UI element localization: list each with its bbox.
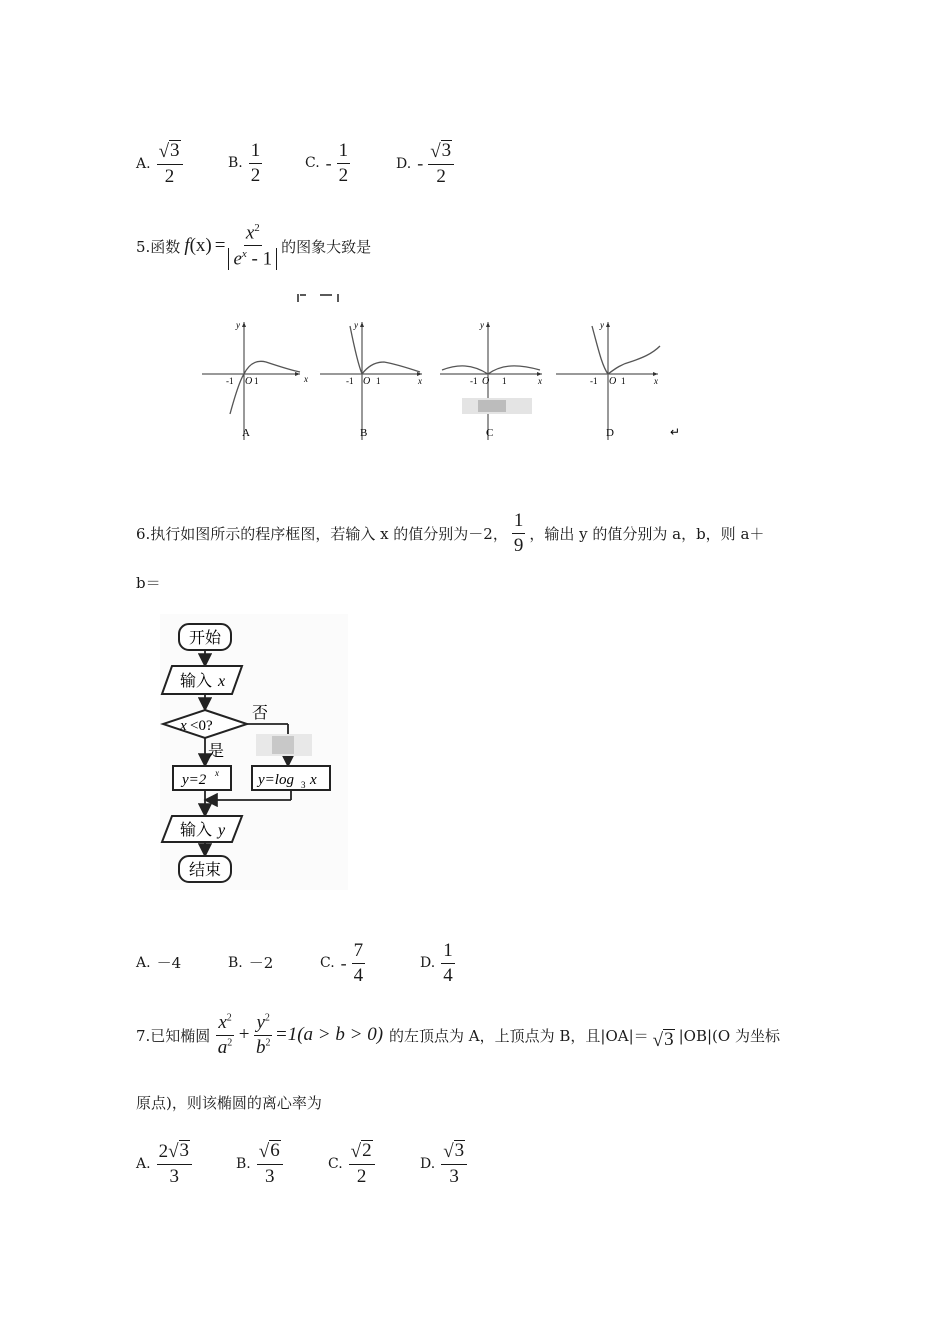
option-fraction: √ 3 3 [441,1140,467,1188]
svg-text:x: x [538,376,542,386]
q7-frac-y: $\frac{y^2}{b^2}$ [255,1012,271,1058]
option-label: B. [228,155,243,172]
svg-text:输入: 输入 [180,673,213,690]
option-fraction: √ 6 3 [257,1140,283,1188]
option-fraction: √ 2 2 [349,1140,375,1188]
q6-flowchart [160,614,360,890]
svg-text:C: C [486,427,494,439]
q6-question-line1: 6.执行如图所示的程序框图，若输入 x 的值分别为－2， $\frac{1}{9}$ ，输出 y 的值分别为 a，b，则 a＋ [136,510,765,556]
option-fraction: √ 3 2 [157,140,183,188]
q6-option-a: A. －4 [136,954,182,972]
svg-text:O: O [245,376,253,387]
option-label: D. [396,155,412,172]
option-fraction: √ 3 2 [428,140,454,188]
graph-a [202,320,308,440]
q6-option-b: B. －2 [228,954,274,972]
q7-question-line1: 7.已知椭圆 $\frac{x^2}{a^2}$ + $\frac{y^2}{b^2}$ =1(a > b > 0) 的左顶点为 A，上顶点为 B，且|OA|＝ √ 3 |OB|(O 为坐标 [136,1012,780,1058]
curve-d [592,326,660,374]
q4-option-d: D. - √ 3 2 [396,140,454,188]
q7-option-c [328,1140,375,1188]
q7-frac-x: $\frac{x^2}{a^2}$ [217,1012,233,1058]
svg-text:y: y [218,822,226,839]
svg-text:x: x [218,673,226,690]
graph-b [320,320,422,440]
q4-option-c: C. - $\frac{1}{2}$ [305,140,349,186]
svg-text:y=log: y=log [258,772,294,788]
svg-text:3: 3 [301,780,306,790]
q5-fraction: $\frac{x^2}{e^x - 1}$ [228,222,277,270]
svg-text:O: O [482,376,490,387]
q6-fraction: $\frac{1}{9}$ [513,510,524,556]
option-label: B. [236,1155,251,1172]
q6-question-line2: b＝ [136,574,161,592]
svg-text:B: B [360,427,368,439]
svg-text:x: x [418,376,422,386]
svg-text:x: x [215,768,219,778]
svg-text:-1: -1 [470,376,478,386]
option-fraction: 2 √ 3 3 [157,1140,192,1188]
graph-d [556,320,660,440]
option-label: C. [320,955,335,972]
svg-text:输入: 输入 [180,822,213,839]
svg-text:O: O [363,376,371,387]
svg-text:开始: 开始 [188,630,222,647]
curve-a [230,361,300,414]
q7-option-d [420,1140,467,1188]
svg-text:x: x [310,772,317,788]
svg-text:1: 1 [621,376,626,386]
option-label: A. [136,1155,151,1172]
q7-question-line2: 原点)，则该椭圆的离心率为 [136,1094,322,1112]
option-label: C. [305,155,320,172]
q6-option-d [420,940,455,987]
svg-text:x: x [180,718,187,734]
q7-option-a [136,1140,192,1188]
q7-sqrt: √ 3 [652,1028,674,1051]
option-fraction: $\frac{1}{2}$ [250,140,261,186]
svg-text:结束: 结束 [188,862,222,879]
svg-text:O: O [609,376,617,387]
q6-option-c: C. - $\frac{7}{4}$ [320,940,364,986]
svg-text:-1: -1 [346,376,354,386]
curve-b [350,326,420,374]
q4-option-a [136,140,183,188]
q7-option-b [236,1140,283,1188]
svg-text:1: 1 [254,376,259,386]
svg-text:y: y [354,320,358,330]
graph-c [440,320,542,440]
svg-text:x: x [654,376,658,386]
svg-text:-1: -1 [590,376,598,386]
svg-text:1: 1 [376,376,381,386]
svg-text:y: y [236,320,240,330]
option-label: C. [328,1155,343,1172]
option-label: D. [420,1155,436,1172]
option-label: A. [136,954,151,971]
svg-text:y: y [600,320,604,330]
svg-text:x: x [304,374,308,384]
option-label: A. [136,155,151,172]
svg-text:<0?: <0? [190,718,213,734]
svg-text:-1: -1 [226,376,234,386]
svg-text:D: D [606,427,614,439]
q5-graphs [196,312,696,452]
q5-question: 5.函数 f (x) = $\frac{x^2}{e^x - 1}$ 的图象大致是 [136,222,372,270]
svg-text:y: y [480,320,484,330]
return-mark: ↵ [670,425,681,439]
svg-text:是: 是 [208,743,225,760]
svg-text:y=2: y=2 [182,772,207,788]
option-fraction: $\frac{7}{4}$ [353,940,364,986]
svg-text:A: A [242,427,250,439]
stray-marks [296,292,346,306]
q4-option-b [228,140,262,187]
curve-c [442,366,540,374]
option-fraction: $\frac{1}{2}$ [338,140,349,186]
option-fraction: $\frac{1}{4}$ [443,940,453,986]
svg-text:1: 1 [502,376,507,386]
option-label: B. [228,954,243,971]
option-label: D. [420,955,436,972]
svg-text:否: 否 [252,705,269,722]
